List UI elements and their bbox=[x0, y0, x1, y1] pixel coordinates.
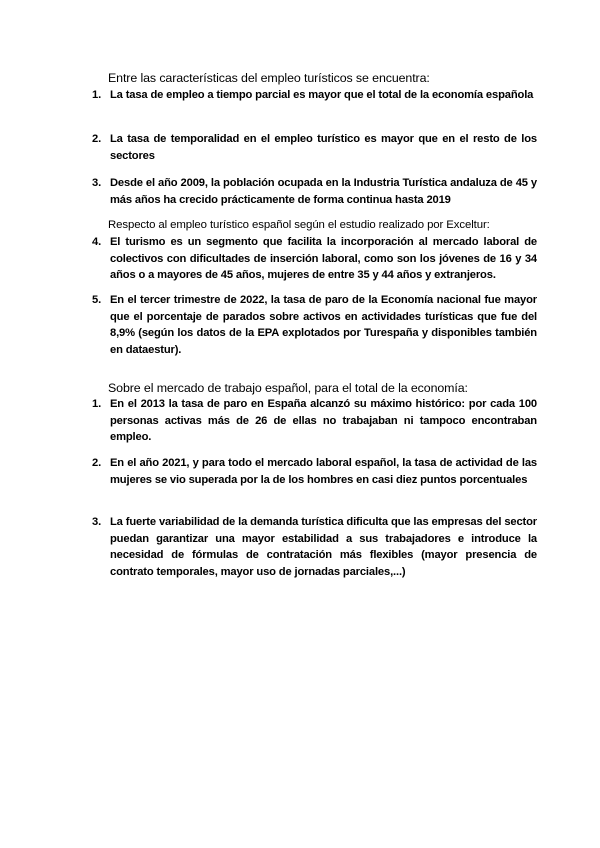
item-number: 5. bbox=[92, 294, 102, 306]
list-item bbox=[92, 175, 537, 208]
item-text: En el tercer trimestre de 2022, la tasa de paro de la Economía nacional fue mayor que el porcentaje de parados sobre activos en actividades turísticas que fue del 8,9% (según los datos de la EPA explotados por Turespaña y disponibles también en dataestur). bbox=[110, 294, 537, 356]
item-text: Desde el año 2009, la población ocupada en la Industria Turística andaluza de 45 y más años ha crecido prácticamente de forma continua hasta 2019 bbox=[110, 177, 537, 206]
list-item bbox=[92, 514, 537, 580]
section-intro: Entre las características del empleo turísticos se encuentra: bbox=[108, 71, 430, 85]
list-item bbox=[92, 455, 537, 488]
item-number: 3. bbox=[92, 516, 102, 528]
item-number: 1. bbox=[92, 89, 102, 101]
item-number: 1. bbox=[92, 398, 102, 410]
list-item bbox=[92, 234, 537, 284]
item-text: La tasa de temporalidad en el empleo turístico es mayor que en el resto de los sectores bbox=[110, 133, 537, 162]
item-number: 2. bbox=[92, 457, 102, 469]
list-item bbox=[92, 131, 537, 164]
item-text: El turismo es un segmento que facilita la incorporación al mercado laboral de colectivos con dificultades de inserción laboral, como son los jóvenes de 16 y 34 años o a mayores de 45 años, mujeres de entre 35 y 44 años y extranjeros. bbox=[110, 236, 537, 282]
list-item bbox=[92, 396, 537, 446]
item-text: En el 2013 la tasa de paro en España alcanzó su máximo histórico: por cada 100 personas activas más de 26 de ellas no trabajaban ni tampoco encontraban empleo. bbox=[110, 398, 537, 444]
item-text: La tasa de empleo a tiempo parcial es mayor que el total de la economía española bbox=[110, 89, 534, 101]
list-item bbox=[92, 87, 537, 104]
item-text: La fuerte variabilidad de la demanda turística dificulta que las empresas del sector puedan garantizar una mayor estabilidad a sus trabajadores e introduce la necesidad de fórmulas de contratación más flexibles (mayor presencia de contrato temporales, mayor uso de jornadas parciales,...) bbox=[110, 516, 537, 578]
item-number: 2. bbox=[92, 133, 102, 145]
section-intro: Sobre el mercado de trabajo español, para el total de la economía: bbox=[108, 381, 468, 395]
item-number: 3. bbox=[92, 177, 102, 189]
list-item bbox=[92, 292, 537, 358]
item-text: En el año 2021, y para todo el mercado laboral español, la tasa de actividad de las mujeres se vio superada por la de los hombres en casi diez puntos porcentuales bbox=[110, 457, 537, 486]
item-number: 4. bbox=[92, 236, 102, 248]
section-intro: Respecto al empleo turístico español según el estudio realizado por Exceltur: bbox=[108, 219, 490, 231]
